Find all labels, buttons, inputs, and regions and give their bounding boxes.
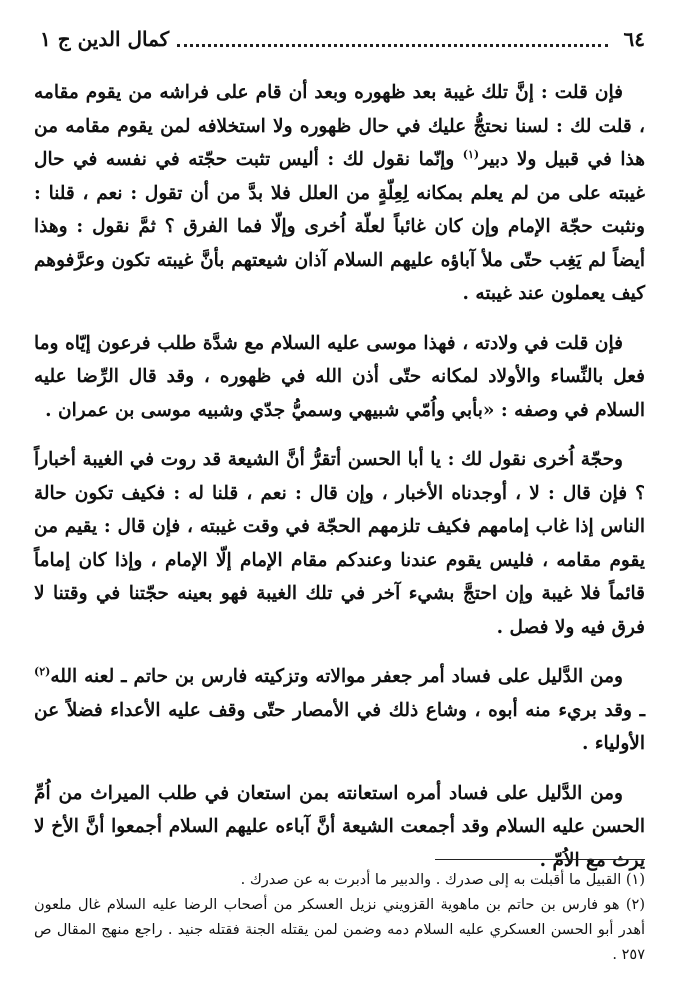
book-title: كمال الدين ج ١ — [40, 27, 170, 51]
page-number: ٦٤ — [623, 27, 645, 51]
footnote-1: (١) القبيل ما أقبلت به إلى صدرك . والدبير ما أدبرت به عن صدرك . — [240, 872, 645, 888]
paragraph-text: فإن قلت في ولادته ، فهذا موسى عليه السلام مع شدَّة طلب فرعون إيّاه وما فعل بالنِّساء والأولاد لمكانه حتّى أذن الله في ظهوره ، وقد قال الرِّضا عليه السلام في وصفه : «بأبي واُمّي شبيهي وسميُّ جدّي وشبيه موسى بن عمران . — [34, 332, 645, 421]
paragraph-5 — [34, 777, 645, 878]
page-header — [40, 24, 645, 54]
footnote-2: (٢) هو فارس بن حاتم بن ماهوية القزويني نزيل العسكر من أصحاب الرضا عليه السلام غال ملعون أهدر أبو الحسن العسكري عليه السلام دمه وضمن لمن يقتله الجنة فقتله جنيد . راجع منهج المقال ص ٢٥٧ . — [34, 897, 645, 963]
header-dotted-leader — [177, 44, 607, 47]
paragraph-4 — [34, 660, 645, 761]
footnote-separator — [435, 859, 645, 860]
paragraph-text: ومن الدَّليل على فساد أمره استعانته بمن استعان في طلب الميراث من اُمِّ الحسن عليه السلام وقد أجمعت الشيعة أنَّ آباءه عليهم السلام أجمعوا أنَّ الأخ لا يرث مع الاُمّ . — [34, 782, 645, 871]
paragraph-2 — [34, 327, 645, 428]
paragraph-text: وإنّما نقول لك : أليس تثبت حجّته في نفسه في حال غيبته على من لم يعلم بمكانه لِعِلّةٍ من العلل فلا بدَّ من أن تقول : نعم ، قلنا : ونثبت حجّة الإمام وإن كان غائباً لعلّة اُخرى وإلّا فما الفرق ؟ ثمَّ نقول : وهذا أيضاً لم يَغِب حتّى ملأ آباؤه عليهم السلام آذان شيعتهم بأنَّ غيبته تكون وعرَّفوهم كيف يعملون عند غيبته . — [34, 149, 645, 304]
paragraph-text: ومن الدَّليل على فساد أمر جعفر موالاته وتزكيته فارس بن حاتم ـ لعنه الله — [50, 666, 623, 687]
paragraph-3 — [34, 443, 645, 644]
paragraph-text: ـ وقد بريء منه أبوه ، وشاع ذلك في الأمصار حتّى وقف عليه الأعداء فضلاً عن الأولياء . — [34, 699, 645, 754]
page-body — [34, 76, 645, 893]
paragraph-1 — [34, 76, 645, 311]
footnotes — [34, 868, 645, 968]
paragraph-text: فإن قلت : إنَّ تلك غيبة بعد ظهوره وبعد أن قام على فراشه من يقوم مقامه ، قلت لك : لسنا نحتجُّ عليك في حال ظهوره ولا استخلافه لمن يقوم مقامه من هذا في قبيل ولا دبير — [34, 82, 645, 170]
footnote-ref-1: (١) — [462, 147, 480, 161]
paragraph-text: وحجّة اُخرى نقول لك : يا أبا الحسن أتقرُّ أنَّ الشيعة قد روت في الغيبة أخباراً ؟ فإن قال : لا ، أوجدناه الأخبار ، وإن قال : نعم ، قلنا له : فكيف تكون حالة الناس إذا غاب إمامهم فكيف تلزمهم الحجّة في وقت غيبته ، فإن قال : يقيم من يقوم مقامه ، فليس يقوم عندنا وعندكم مقام الإمام إلّا الإمام ، وإذا كان إماماً قائماً فلا غيبة وإن احتجَّ بشيء آخر في تلك الغيبة فهو بعينه حجّتنا في وقتنا لا فرق فيه ولا فصل . — [34, 449, 645, 638]
footnote-ref-2: (٢) — [34, 664, 51, 678]
